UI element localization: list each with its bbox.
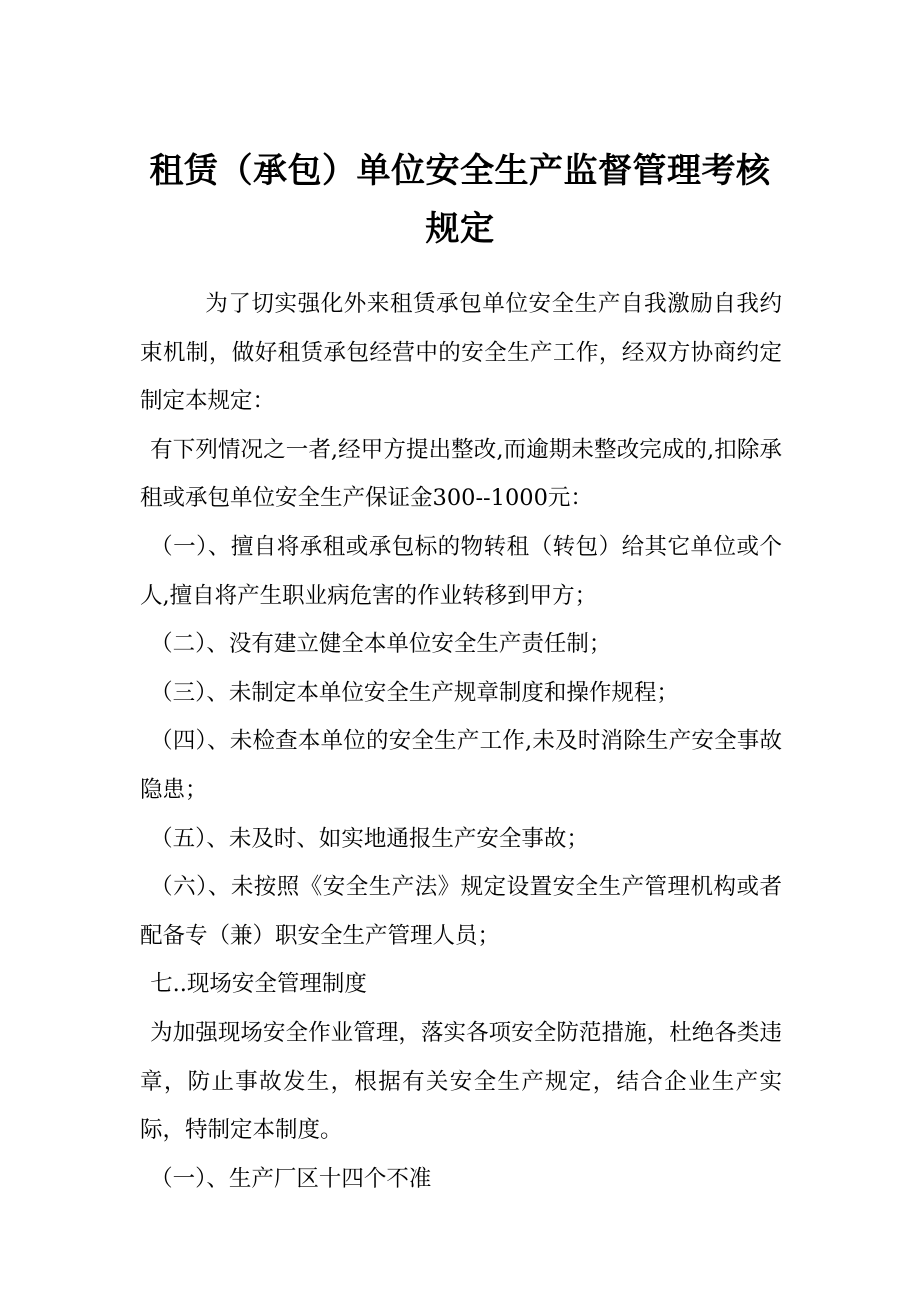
intro-paragraph: 为了切实强化外来租赁承包单位安全生产自我激励自我约束机制，做好租赁承包经营中的安全生产工作，经双方协商约定制定本规定： [140, 291, 782, 415]
list-item: （六）、未按照《安全生产法》规定设置安全生产管理机构或者配备专（兼）职安全生产管理人员； [140, 874, 782, 949]
section-heading: 七..现场安全管理制度 [150, 971, 367, 998]
list-item: （二）、没有建立健全本单位安全生产责任制； [150, 631, 612, 658]
list-item: （五）、未及时、如实地通报生产安全事故； [150, 825, 589, 852]
list-item: （一）、擅自将承租或承包标的物转租（转包）给其它单位或个人,擅自将产生职业病危害的作业转移到甲方； [140, 533, 782, 609]
penalty-paragraph: 有下列情况之一者,经甲方提出整改,而逾期未整改完成的,扣除承租或承包单位安全生产保证金300--1000元： [140, 436, 782, 512]
list-item: （一）、生产厂区十四个不准 [150, 1165, 432, 1192]
document-title: 租赁（承包）单位安全生产监督管理考核规定 [149, 151, 771, 249]
list-item: （四）、未检查本单位的安全生产工作,未及时消除生产安全事故隐患； [140, 728, 782, 803]
section-paragraph: 为加强现场安全作业管理，落实各项安全防范措施，杜绝各类违章，防止事故发生，根据有关安全生产规定，结合企业生产实际，特制定本制度。 [140, 1019, 782, 1144]
list-item: （三）、未制定本单位安全生产规章制度和操作规程； [150, 679, 679, 706]
document-body [140, 280, 782, 1203]
